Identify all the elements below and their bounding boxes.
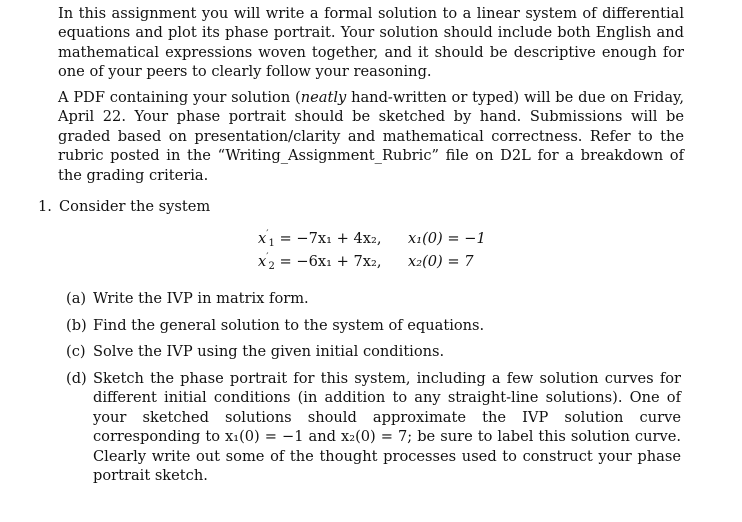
part-a-label: (a) [66, 290, 87, 307]
equation-2-rhs: = −6x₁ + 7x₂, [279, 253, 382, 270]
initial-condition-1: x₁(0) = −1 [408, 230, 486, 247]
equation-1-rhs: = −7x₁ + 4x₂, [279, 230, 382, 247]
equation-1: $x'_1 = -7x_1 + 4x_2$, [258, 229, 382, 249]
equation-1-variable: x [258, 230, 267, 247]
intro-paragraph-2-end: hand-written or typed) will be due on Friday, April 22. Your phase portrait should be sketched by hand. Submissions will be graded based on presentation/clarity and mathematical correctness. Refer to the rubric posted in the “Writing_Assignment_Rubric” file on D2L for a breakdown of the grading criteria. [58, 89, 685, 184]
part-a-text: Write the IVP in matrix form. [93, 290, 309, 307]
initial-condition-2: x₂(0) = 7 [408, 253, 474, 270]
part-d-text: Sketch the phase portrait for this system, including a few solution curves for different initial conditions (in addition to any straight-line solutions). One of your sketched solutions should approximate the IVP solution curve corresponding to x₁(0) = −1 and x₂(0) = 7; be sure to label this solution curve. Clearly write out some of the thought processes used to construct your phase portrait sketch. [93, 370, 681, 485]
equation-2: $x'_2 = -6x_1 + 7x_2$, [258, 252, 382, 272]
intro-paragraph-2-emphasis: neatly [300, 89, 347, 106]
intro-paragraph-2 [58, 88, 684, 185]
intro-paragraph-1: In this assignment you will write a formal solution to a linear system of differential equations and plot its phase portrait. Your solution should include both English and mathematical expressions woven together, and it should be descriptive enough for one of your peers to clearly follow your reasoning. [58, 5, 684, 81]
equation-2-subscript: 2 [268, 261, 275, 272]
problem-number: 1. [38, 198, 52, 215]
equation-1-subscript: 1 [268, 238, 275, 249]
part-d-label: (d) [66, 370, 87, 387]
part-c-label: (c) [66, 343, 86, 360]
equation-2-variable: x [258, 253, 267, 270]
intro-paragraph-2-start: A PDF containing your solution ( [58, 89, 301, 106]
part-b-label: (b) [66, 317, 87, 334]
problem-intro: Consider the system [59, 198, 211, 215]
part-b-text: Find the general solution to the system of equations. [93, 317, 485, 334]
part-c-text: Solve the IVP using the given initial conditions. [93, 343, 445, 360]
